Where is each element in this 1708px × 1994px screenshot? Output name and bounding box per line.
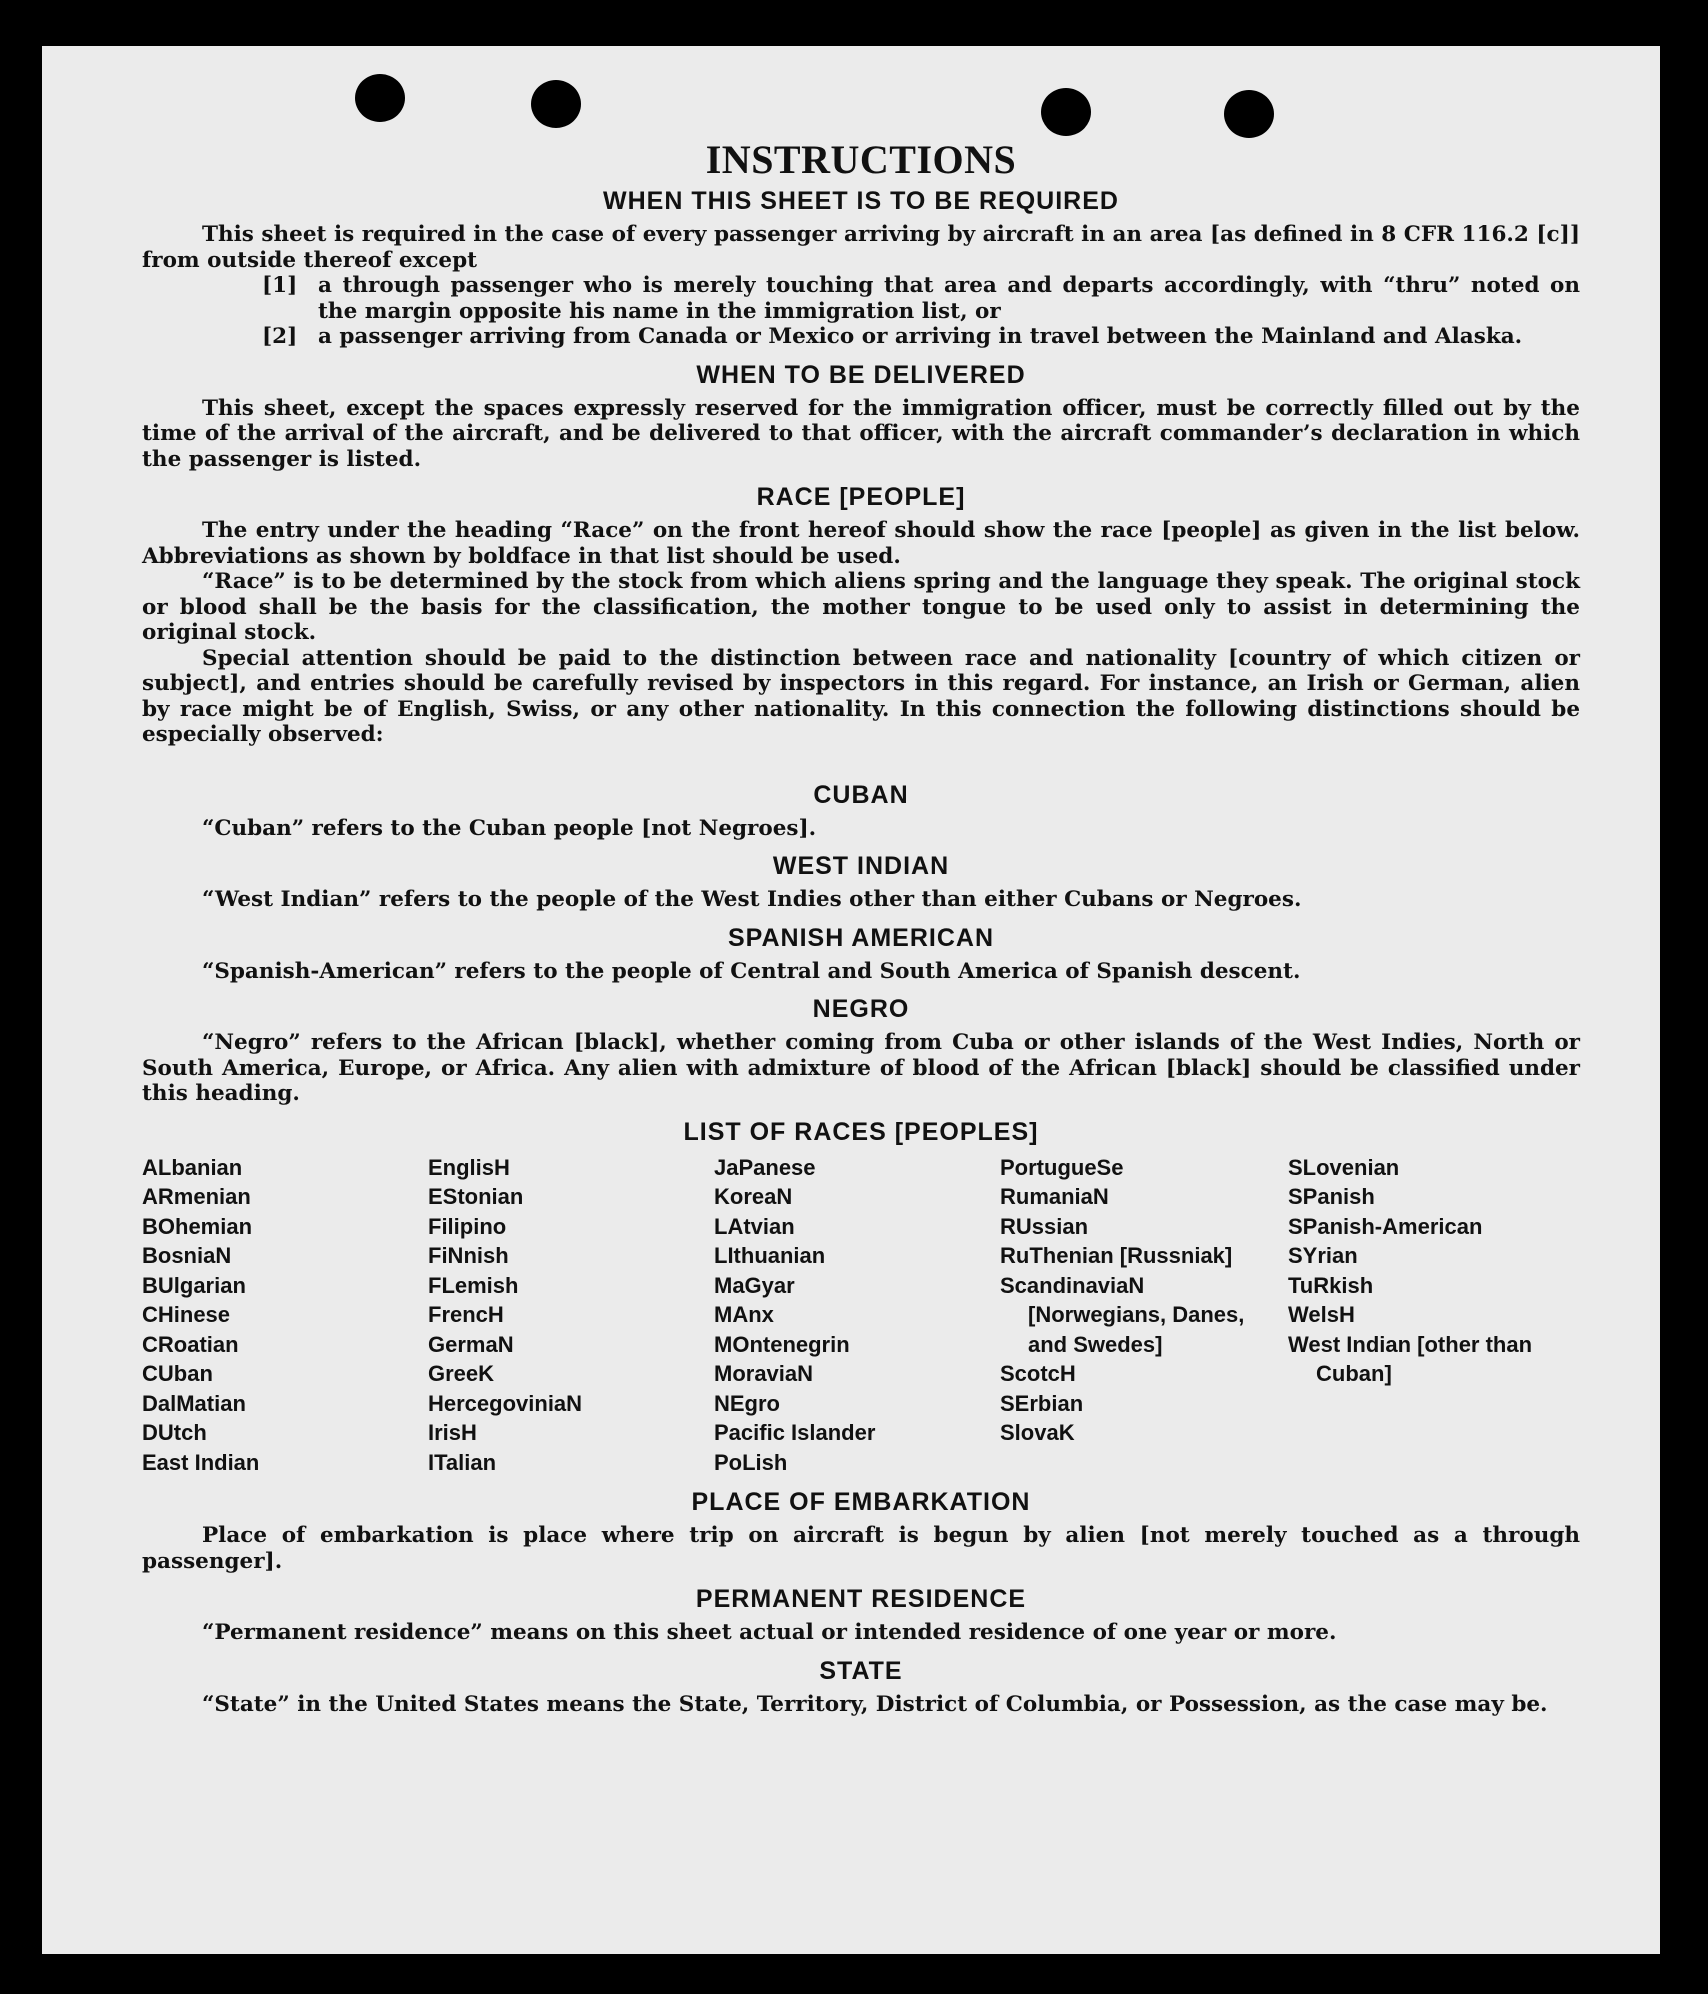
race-entry: MAnx — [714, 1302, 774, 1327]
heading-list-of-races: LIST OF RACES [PEOPLES] — [683, 1117, 1039, 1146]
race-entry: JaPanese — [714, 1154, 816, 1180]
race-entry: FiNnish — [428, 1243, 509, 1268]
cuban-text: “Cuban” refers to the Cuban people [not Negroes]. — [202, 815, 817, 841]
heading-spanish-american: SPANISH AMERICAN — [727, 923, 994, 952]
race-entry: SlovaK — [1000, 1420, 1075, 1445]
race-entry: MaGyar — [714, 1272, 795, 1298]
required-item-2 — [262, 324, 1580, 350]
embarkation-text: Place of embarkation is place where trip on aircraft is begun by alien [not merely touched as a through passenger]. — [142, 1523, 1580, 1574]
race-entry: LAtvian — [714, 1213, 795, 1239]
race-entry: ITalian — [428, 1449, 497, 1475]
negro-text: “Negro” refers to the African [black], whether coming from Cuba or other islands of the West Indies, North or South America, Europe, or Africa. Any alien with admixture of blood of the African [black] should be classified under this heading. — [142, 1030, 1580, 1106]
race-entry: Pacific Islander — [714, 1420, 876, 1445]
punch-hole-1 — [355, 74, 405, 122]
race-entry: FrencH — [428, 1302, 504, 1327]
race-entry: ScandinaviaN [Norwegians, Danes, and Swedes] — [1000, 1272, 1245, 1357]
punch-hole-4 — [1224, 90, 1274, 138]
race-entry: PoLish — [714, 1449, 788, 1475]
race-entry: KoreaN — [714, 1184, 793, 1209]
race-entry: SErbian — [1000, 1390, 1084, 1416]
delivered-text: This sheet, except the spaces expressly reserved for the immigration officer, must be correctly filled out by the time of the arrival of the aircraft, and be delivered to that officer, with the aircraft commander’s declaration in which the passenger is listed. — [142, 395, 1580, 472]
race-entry: WelsH — [1288, 1302, 1355, 1327]
race-entry: West Indian [other than Cuban] — [1288, 1331, 1533, 1386]
race-entry: EnglisH — [428, 1154, 510, 1180]
race-entry: GreeK — [428, 1361, 495, 1386]
race-entry: RUssian — [1000, 1213, 1089, 1239]
heading-negro: NEGRO — [812, 995, 910, 1023]
race-entry: CUban — [142, 1361, 213, 1386]
required-intro: This sheet is required in the case of every passenger arriving by aircraft in an area [as defined in 8 CFR 116.2 [c]] from outside thereof except — [142, 222, 1580, 273]
heading-permanent-residence: PERMANENT RESIDENCE — [695, 1585, 1027, 1613]
item-text: a passenger arriving from Canada or Mexico or arriving in travel between the Mainland and Alaska. — [318, 324, 1523, 349]
race-entry: EStonian — [428, 1184, 524, 1209]
heading-cuban: CUBAN — [813, 780, 909, 809]
race-entry: BUlgarian — [142, 1272, 246, 1298]
race-entry: SYrian — [1288, 1243, 1358, 1268]
item-number: [2] — [262, 324, 298, 349]
race-entry: IrisH — [428, 1420, 477, 1445]
heading-delivered: WHEN TO BE DELIVERED — [696, 360, 1026, 389]
item-text: a through passenger who is merely touching that area and departs accordingly, with “thru” noted on the margin opposite his name in the immigration list, or — [318, 273, 1580, 324]
race-entry: MoraviaN — [714, 1361, 814, 1386]
race-entry: SPanish — [1288, 1184, 1375, 1209]
required-item-1 — [262, 273, 1580, 324]
heading-required: WHEN THIS SHEET IS TO BE REQUIRED — [603, 187, 1119, 215]
race-paragraph-1: The entry under the heading “Race” on the front hereof should show the race [people] as given in the list below. Abbreviations as shown by boldface in that list should be used. — [142, 518, 1580, 569]
race-entry: PortugueSe — [1000, 1154, 1124, 1180]
race-entry: CHinese — [142, 1302, 231, 1327]
punch-hole-2 — [531, 80, 581, 128]
race-entry: DUtch — [142, 1420, 207, 1445]
heading-race: RACE [PEOPLE] — [756, 483, 966, 511]
race-entry: GermaN — [428, 1331, 514, 1357]
item-number: [1] — [262, 273, 298, 298]
races-column-3 — [714, 1153, 1000, 1478]
race-entry: East Indian — [142, 1449, 260, 1475]
residence-text: “Permanent residence” means on this sheet actual or intended residence of one year or more. — [202, 1620, 1337, 1645]
state-text: “State” in the United States means the State, Territory, District of Columbia, or Possession, as the case may be. — [202, 1691, 1548, 1717]
race-entry: Filipino — [428, 1213, 507, 1239]
race-entry: SPanish-American — [1288, 1213, 1483, 1239]
spanish-american-text: “Spanish-American” refers to the people of Central and South America of Spanish descent. — [202, 958, 1301, 984]
races-column-4 — [1000, 1153, 1288, 1478]
west-indian-text: “West Indian” refers to the people of the West Indies other than either Cubans or Negroes. — [202, 887, 1302, 912]
race-entry: NEgro — [714, 1390, 780, 1416]
race-entry: MOntenegrin — [714, 1331, 850, 1357]
races-list — [142, 1153, 1580, 1478]
race-entry: ALbanian — [142, 1154, 243, 1180]
race-entry: LIthuanian — [714, 1243, 826, 1268]
races-column-1 — [142, 1153, 428, 1478]
race-entry: RuThenian [Russniak] — [1000, 1243, 1233, 1268]
race-entry: RumaniaN — [1000, 1184, 1109, 1209]
race-entry: HercegoviniaN — [428, 1390, 583, 1416]
punch-hole-3 — [1041, 88, 1091, 136]
instructions-content — [142, 136, 1580, 1717]
race-entry: CRoatian — [142, 1331, 239, 1357]
heading-state: STATE — [819, 1656, 903, 1685]
race-entry: FLemish — [428, 1272, 519, 1298]
page-title: INSTRUCTIONS — [705, 137, 1017, 182]
heading-west-indian: WEST INDIAN — [772, 852, 950, 880]
race-paragraph-3: Special attention should be paid to the distinction between race and nationality [country of which citizen or subject], and entries should be carefully revised by inspectors in this regard. For instance, an Irish or German, alien by race might be of English, Swiss, or any other nationality. In this connection the following distinctions should be especially observed: — [142, 645, 1580, 747]
race-entry: BOhemian — [142, 1213, 253, 1239]
race-entry: TuRkish — [1288, 1272, 1374, 1298]
race-entry: SLovenian — [1288, 1154, 1400, 1180]
race-paragraph-2: “Race” is to be determined by the stock from which aliens spring and the language they speak. The original stock or blood shall be the basis for the classification, the mother tongue to be used only to assist in determining the original stock. — [142, 569, 1580, 645]
race-entry: BosniaN — [142, 1243, 232, 1268]
heading-embarkation: PLACE OF EMBARKATION — [691, 1488, 1031, 1516]
race-entry: ScotcH — [1000, 1361, 1076, 1386]
document-sheet — [42, 46, 1660, 1954]
race-entry: DalMatian — [142, 1390, 246, 1416]
races-column-5 — [1288, 1153, 1580, 1478]
races-column-2 — [428, 1153, 714, 1478]
race-entry: ARmenian — [142, 1184, 251, 1209]
